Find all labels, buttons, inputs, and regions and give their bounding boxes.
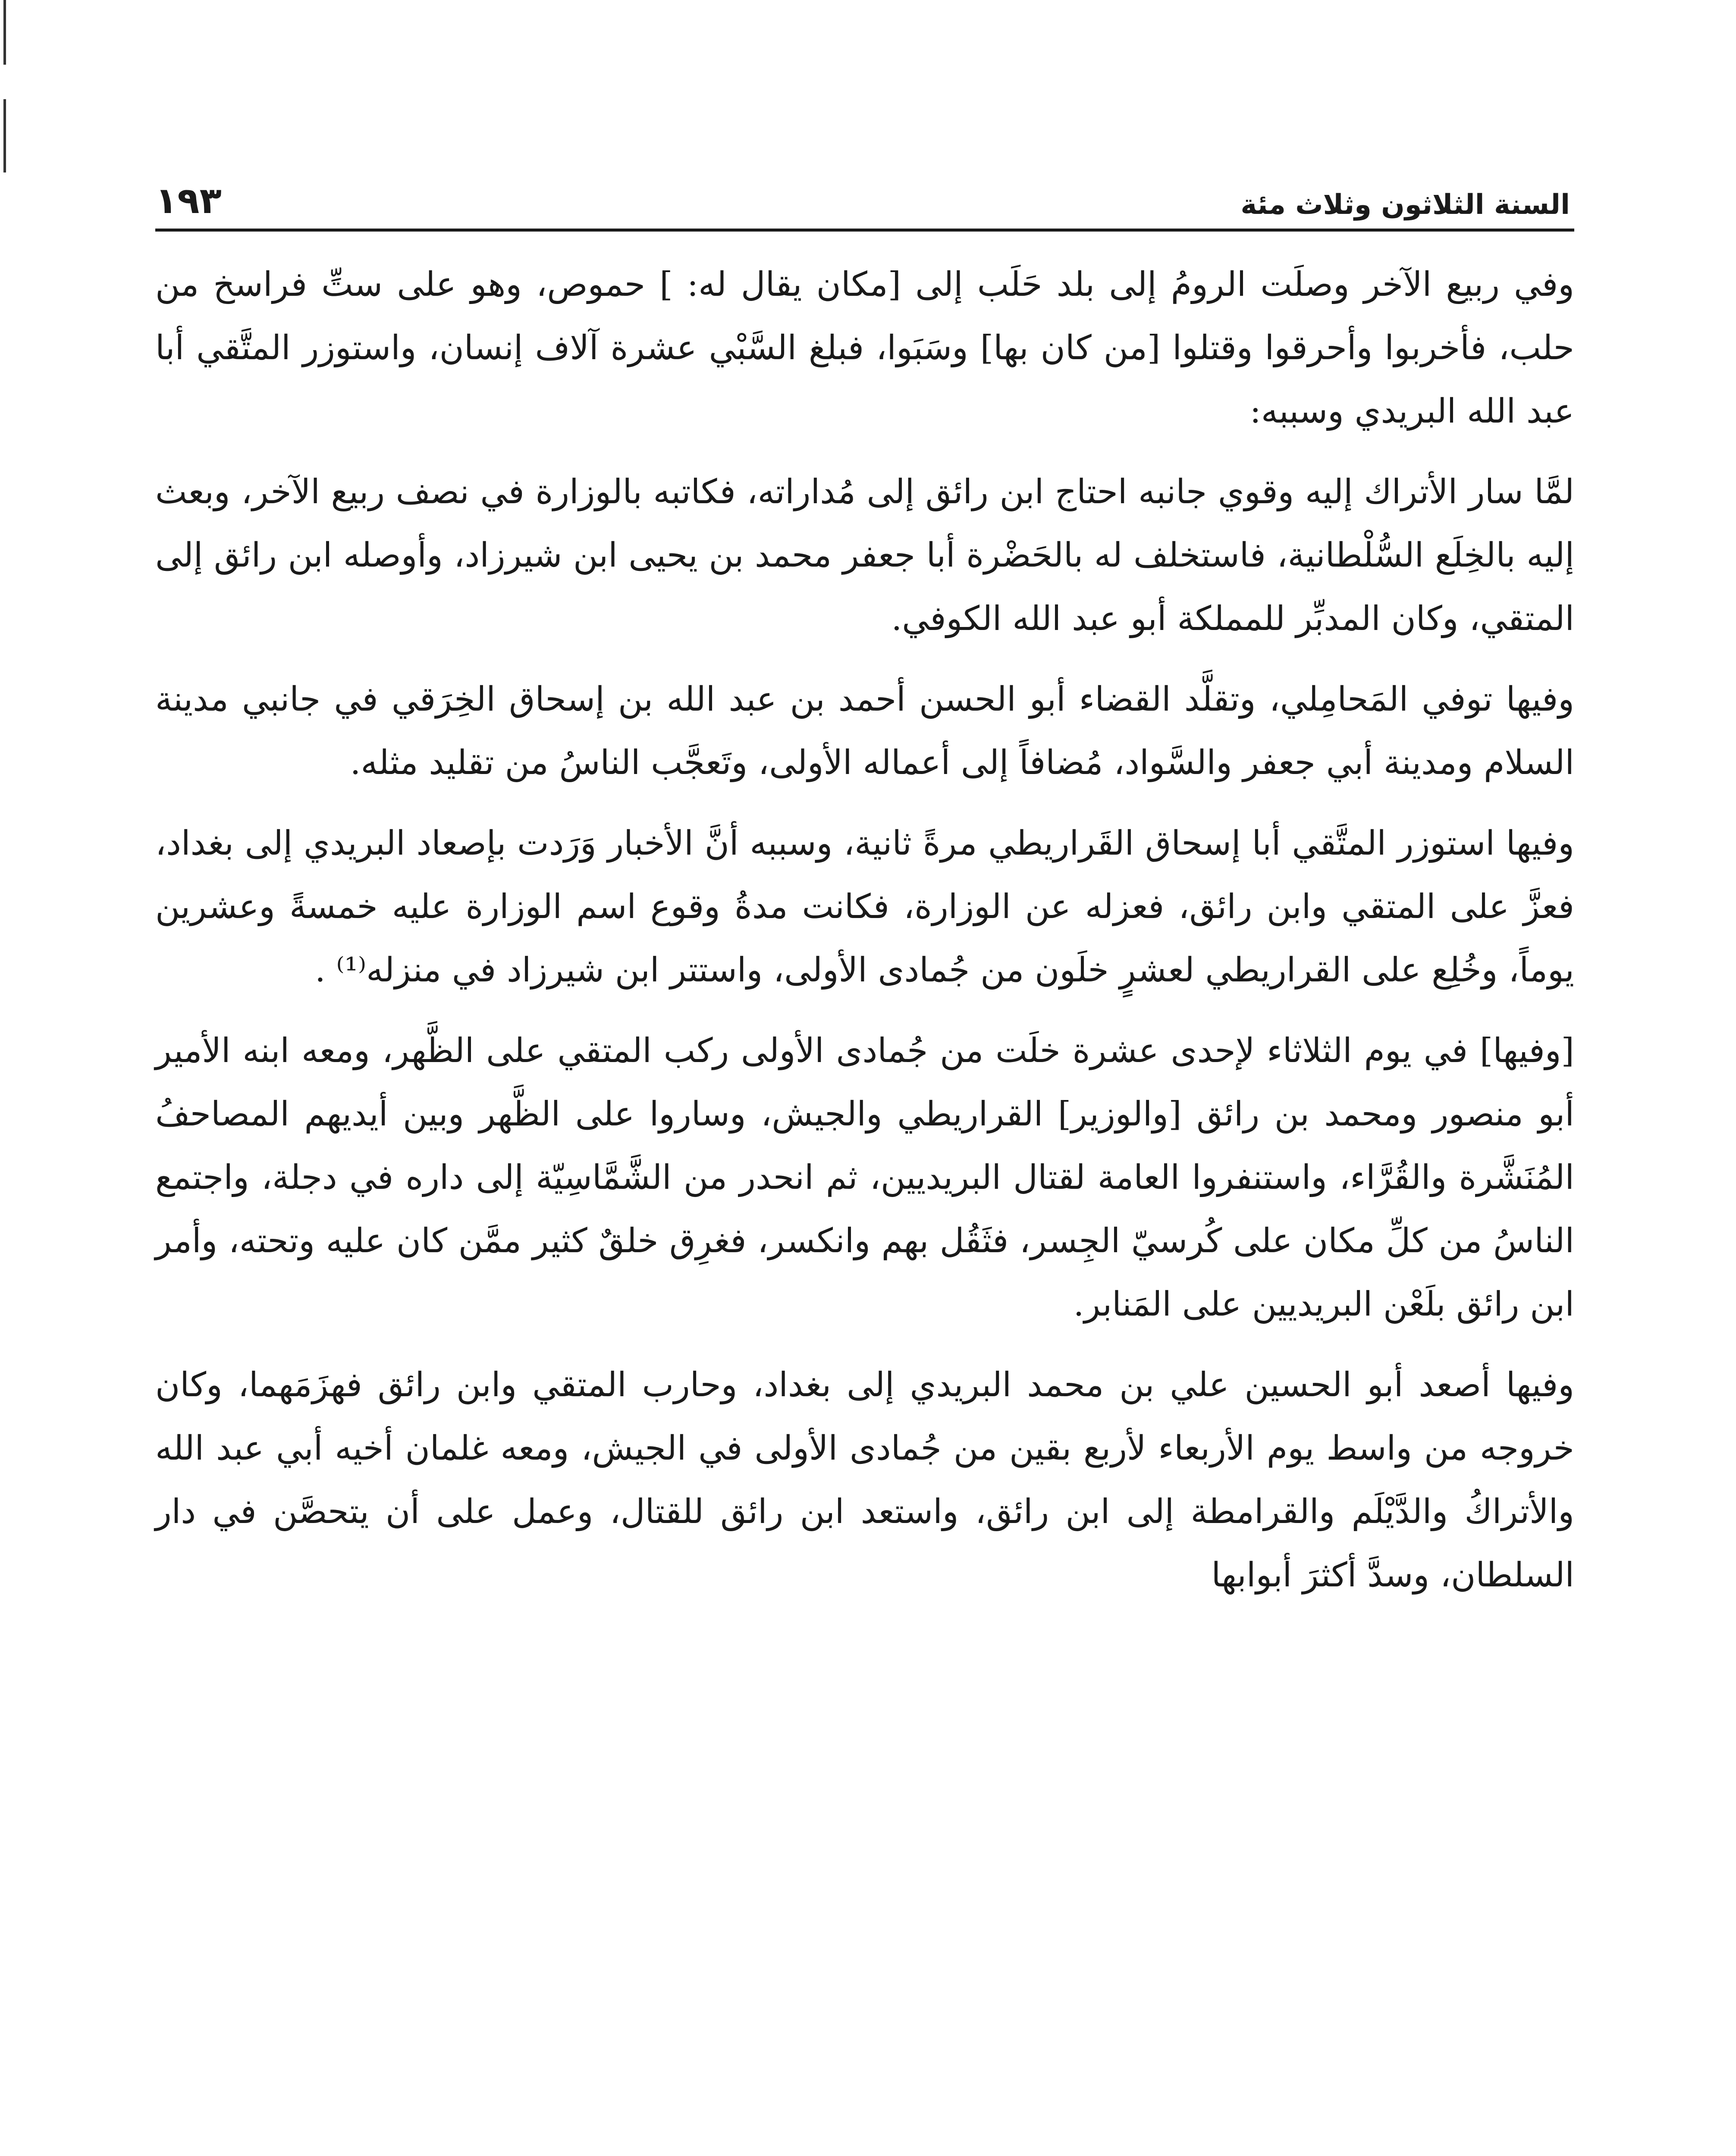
main-text — [155, 253, 1574, 1607]
paragraph: [وفيها] في يوم الثلاثاء لإحدى عشرة خلَت من جُمادى الأولى ركب المتقي على الظَّهر، ومعه ابنه الأمير أبو منصور ومحمد بن رائق [والوزير] القراريطي والجيش، وساروا على الظَّهر وبين أيديهم المصاحفُ المُنَشَّرة والقُرَّاء، واستنفروا العامة لقتال البريديين، ثم انحدر من الشَّمَّاسِيّة إلى داره في دجلة، واجتمع الناسُ من كلِّ مكان على كُرسيّ الجِسر، فثَقُل بهم وانكسر، فغرِق خلقٌ كثير ممَّن كان عليه وتحته، وأمر ابن رائق بلَعْن البريديين على المَنابر. — [155, 1031, 1574, 1324]
page-number: ١٩٣ — [155, 179, 222, 222]
paragraph: وفيها استوزر المتَّقي أبا إسحاق القَراريطي مرةً ثانية، وسببه أنَّ الأخبار وَرَدت بإصعاد البريدي إلى بغداد، فعزَّ على المتقي وابن رائق، فعزله عن الوزارة، فكانت مدةُ وقوع اسم الوزارة عليه خمسةً وعشرين يوماً، وخُلِع على القراريطي لعشرٍ خلَون من جُمادى الأولى، واستتر ابن شيرزاد في منزله⁽¹⁾ . — [155, 824, 1574, 990]
scan-edge-mark — [3, 99, 6, 172]
book-page — [155, 164, 1574, 2156]
running-title: السنة الثلاثون وثلاث مئة — [1240, 189, 1570, 221]
paragraph: وفي ربيع الآخر وصلَت الرومُ إلى بلد حَلَب إلى [مكان يقال له: ] حموص، وهو على ستِّ فراسخ من حلب، فأخربوا وأحرقوا وقتلوا [من كان بها] وسَبَوا، فبلغ السَّبْي عشرة آلاف إنسان، واستوزر المتَّقي أبا عبد الله البريدي وسببه: — [155, 265, 1574, 431]
paragraph: وفيها توفي المَحامِلي، وتقلَّد القضاء أبو الحسن أحمد بن عبد الله بن إسحاق الخِرَقي في جانبي مدينة السلام ومدينة أبي جعفر والسَّواد، مُضافاً إلى أعماله الأولى، وتَعجَّب الناسُ من تقليد مثله. — [155, 680, 1574, 782]
paragraph: لمَّا سار الأتراك إليه وقوي جانبه احتاج ابن رائق إلى مُداراته، فكاتبه بالوزارة في نصف ربيع الآخر، وبعث إليه بالخِلَع السُّلْطانية، فاستخلف له بالحَضْرة أبا جعفر محمد بن يحيى ابن شيرزاد، وأوصله ابن رائق إلى المتقي، وكان المدبِّر للمملكة أبو عبد الله الكوفي. — [155, 473, 1575, 638]
paragraph: وفيها أصعد أبو الحسين علي بن محمد البريدي إلى بغداد، وحارب المتقي وابن رائق فهزَمَهما، وكان خروجه من واسط يوم الأربعاء لأربع بقين من جُمادى الأولى في الجيش، ومعه غلمان أخيه أبي عبد الله والأتراكُ والدَّيْلَم والقرامطة إلى ابن رائق، واستعد ابن رائق للقتال، وعمل على أن يتحصَّن في دار السلطان، وسدَّ أكثرَ أبوابها — [155, 1366, 1574, 1595]
scan-edge-mark — [3, 0, 6, 65]
page-header — [155, 164, 1574, 232]
